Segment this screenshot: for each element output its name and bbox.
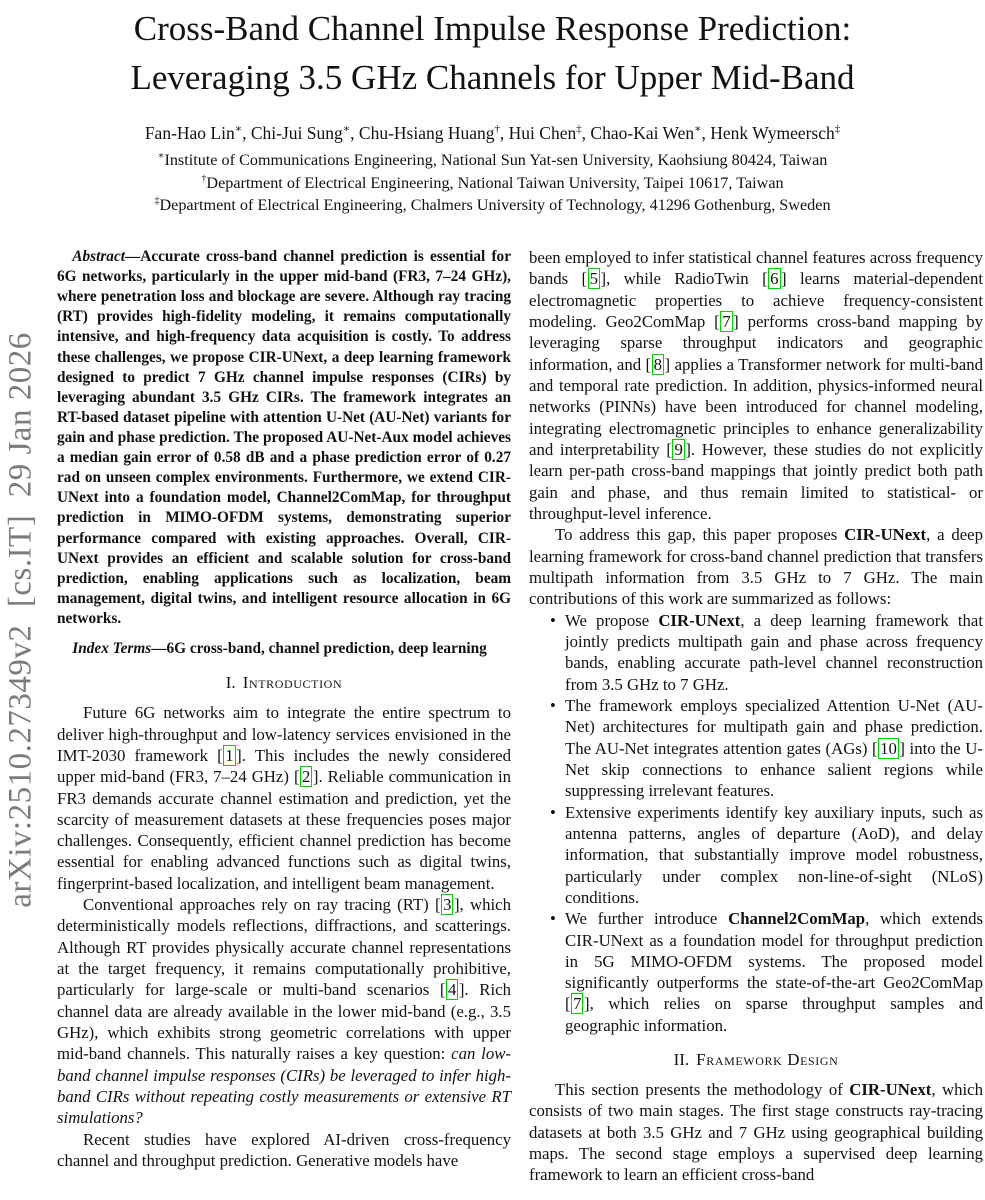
citation-link[interactable]: 10 (880, 738, 897, 758)
text-run: This section presents the methodology of (555, 1080, 850, 1100)
intro-paragraph-2 (57, 894, 511, 1129)
author-affiliation-mark: † (494, 123, 500, 136)
framework-paragraph-1 (529, 1079, 983, 1186)
citation-link[interactable]: 5 (589, 269, 599, 289)
text-run: Index Terms (72, 640, 152, 658)
affiliation-line-3 (0, 194, 985, 217)
text-run: CIR-UNext (844, 525, 927, 545)
author-affiliation-mark: ‡ (576, 123, 582, 136)
affiliation-line-1 (0, 149, 985, 172)
text-run: Future 6G networks aim to integrate the entire spectrum to deliver high-throughput and low-latency services envisioned in the IMT-2030 framework [ (57, 703, 511, 765)
contributions-lead-paragraph (529, 524, 983, 609)
bullet-icon: • (550, 802, 556, 822)
text-run: ]. This includes the newly considered upper mid-band (FR3, 7–24 GHz) [ (57, 745, 511, 787)
text-run: Department of Electrical Engineering, Chalmers University of Technology, 41296 Gothenburg, Sweden (159, 196, 831, 215)
paper-title-line-1: Cross-Band Channel Impulse Response Prediction: (133, 9, 852, 48)
author-affiliation-mark: ∗ (694, 123, 702, 136)
author-affiliation-mark: † (201, 173, 207, 185)
intro-paragraph-3-continuation (529, 247, 983, 524)
text-run: CIR-UNext (658, 610, 741, 630)
text-run: ] applies a Transformer network for multi-band and temporal rate prediction. In addition, physics-informed neural networks (PINNs) have been introduced for channel modeling, integrating electromagnetic principles to enhance generalizability and interpretability [ (529, 354, 983, 459)
affiliation-line-2 (0, 172, 985, 195)
contribution-item-4 (529, 908, 983, 1036)
text-run: can low-band channel impulse responses (CIRs) be leveraged to infer high-band CIRs without repeating costly measurements or extensive RT simulations? (57, 1044, 511, 1128)
paper-title-line-2: Leveraging 3.5 GHz Channels for Upper Mid-Band (130, 58, 855, 97)
author-affiliation-mark: ‡ (154, 195, 160, 207)
text-run: Department of Electrical Engineering, National Taiwan University, Taipei 10617, Taiwan (206, 173, 784, 192)
section-title: Introduction (242, 673, 343, 693)
citation-link[interactable]: 7 (722, 311, 731, 331)
author-affiliation-mark: ∗ (157, 150, 165, 162)
text-run: , Chao-Kai Wen (581, 123, 695, 143)
author-affiliation-mark: ∗ (342, 123, 351, 136)
text-run: We propose (565, 610, 659, 630)
section-number: II. (673, 1050, 690, 1070)
author-affiliation-mark: ∗ (234, 123, 243, 136)
text-run: —Accurate cross-band channel prediction is essential for 6G networks, particularly in the upper mid-band (FR3, 7–24 GHz), where penetration loss and blockage are severe. Although ray tracing (RT) provides high-fidelity modeling, it remains computationally intensive, and high-frequency data acquisition is costly. To address these challenges, we propose CIR-UNext, a deep learning framework designed to predict 7 GHz channel impulse responses (CIRs) by leveraging abundant 3.5 GHz CIRs. The framework integrates an RT-based dataset pipeline with attention U-Net (AU-Net) variants for gain and phase prediction. The proposed AU-Net-Aux model achieves a median gain error of 0.58 dB and a phase prediction error of 0.27 rad on unseen complex environments. Furthermore, we extend CIR-UNext into a foundation model, Channel2ComMap, for throughput prediction in MIMO-OFDM systems, demonstrating superior performance compared with existing approaches. Overall, CIR-UNext provides an efficient and scalable solution for cross-band prediction, enabling applications such as localization, beam management, digital twins, and intelligent resource allocation in 6G networks. (57, 248, 511, 627)
text-run: ]. Reliable communication in FR3 demands accurate channel estimation and prediction, yet the scarcity of measurement datasets at these frequencies poses major challenges. Consequently, efficient channel prediction has become essential for enabling advanced functions such as digital twins, fingerprint-based localization, and intelligent beam management. (57, 767, 511, 893)
bullet-icon: • (550, 610, 556, 630)
authors-line (0, 123, 985, 144)
text-run: To address this gap, this paper proposes (555, 525, 845, 545)
intro-paragraph-3 (57, 1129, 511, 1172)
section-number: I. (225, 673, 236, 693)
text-run: CIR-UNext (849, 1080, 932, 1100)
text-run: , a deep learning framework that jointly predicts multipath gain and phase across frequency bands, enabling accurate path-level channel reconstruction from 3.5 GHz to 7 GHz. (565, 610, 983, 694)
citation-link[interactable]: 2 (302, 767, 311, 787)
section-heading-introduction (57, 673, 511, 693)
contribution-item-2 (529, 695, 983, 802)
contribution-item-1 (529, 610, 983, 695)
arxiv-watermark: arXiv:2510.27349v2 [cs.IT] 29 Jan 2026 (2, 332, 39, 908)
citation-link[interactable]: 7 (573, 994, 582, 1014)
citation-link[interactable]: 6 (770, 269, 779, 289)
intro-paragraph-1 (57, 702, 511, 894)
text-run: ], which relies on sparse throughput samples and geographic information. (565, 994, 983, 1035)
contribution-item-3 (529, 802, 983, 909)
text-run: Institute of Communications Engineering, National Sun Yat-sen University, Kaohsiung 80424, Taiwan (164, 151, 828, 169)
citation-link[interactable]: 3 (443, 895, 452, 915)
affiliations-block (0, 149, 985, 217)
author-affiliation-mark: ‡ (834, 123, 841, 136)
text-run: been employed to infer statistical channel features across frequency bands [ (529, 248, 983, 289)
text-run: , Chu-Hsiang Huang (350, 123, 495, 143)
text-run: —6G cross-band, channel prediction, deep learning (151, 640, 487, 658)
citation-link[interactable]: 9 (674, 439, 683, 459)
text-run: , which consists of two main stages. The first stage constructs ray-tracing datasets at both 3.5 GHz and 7 GHz using geographical building maps. The second stage employs a supervised deep learning framework to learn an efficient cross-band (529, 1080, 983, 1185)
contribution-text (565, 802, 983, 909)
text-run: ] performs cross-band mapping by leveraging sparse throughput indicators and geographic information, and [ (529, 311, 984, 374)
text-run: Abstract (72, 248, 125, 265)
citation-link[interactable]: 8 (653, 354, 663, 374)
contribution-text (565, 695, 983, 802)
text-run: , a deep learning framework for cross-band channel prediction that transfers multipath information from 3.5 GHz to 7 GHz. The main contributions of this work are summarized as follows: (529, 525, 983, 609)
text-run: ] into the U-Net skip connections to enhance salient regions while suppressing irrelevant features. (565, 738, 983, 801)
abstract-paragraph (57, 247, 511, 629)
text-run: ]. However, these studies do not explicitly learn per-path cross-band mappings that jointly predict both path gain and phase, and thus remain limited to statistical- or throughput-level inference. (529, 439, 983, 523)
text-run: We further introduce (565, 909, 729, 929)
text-run: , Hui Chen (499, 123, 577, 143)
text-run: , which extends CIR-UNext as a foundation model for throughput prediction in 5G MIMO-OFDM systems. The proposed model significantly outperforms the state-of-the-art Geo2ComMap [ (565, 909, 984, 1014)
title-block (0, 4, 985, 217)
section-title: Framework Design (696, 1050, 839, 1070)
citation-link[interactable]: 1 (225, 745, 234, 765)
text-run: , Chi-Jui Sung (242, 123, 343, 143)
text-run: ] learns material-dependent electromagnetic properties to achieve frequency-consistent modeling. Geo2ComMap [ (529, 269, 983, 331)
bullet-icon: • (550, 909, 556, 929)
contribution-text (565, 610, 983, 695)
text-run: The framework employs specialized Attention U-Net (AU-Net) architectures for multipath gain and phase prediction. The AU-Net integrates attention gates (AGs) [ (565, 695, 983, 758)
citation-link[interactable]: 4 (448, 980, 457, 1000)
left-column (57, 247, 511, 1186)
text-run: Recent studies have explored AI-driven cross-frequency channel and throughput prediction. Generative models have (57, 1129, 511, 1171)
text-run: Fan-Hao Lin (144, 123, 235, 143)
text-run: , Henk Wymeersch (701, 123, 835, 143)
section-heading-framework-design (529, 1050, 983, 1070)
text-run: ], which deterministically models reflections, diffractions, and scatterings. Although RT provides physically accurate channel representations at the target frequency, it remains computationally prohibitive, particularly for large-scale or multi-band scenarios [ (57, 895, 511, 1000)
text-run: ]. Rich channel data are already available in the lower mid-band (e.g., 3.5 GHz), which exhibits strong geometric correlations with upper mid-band channels. This naturally raises a key question: (57, 980, 511, 1064)
contributions-list (529, 610, 983, 1037)
text-run: ], while RadioTwin [ (600, 269, 768, 289)
text-run: Channel2ComMap (728, 909, 866, 929)
contribution-text (565, 908, 983, 1036)
two-column-body (57, 247, 983, 1186)
paper-title (0, 4, 985, 102)
bullet-icon: • (550, 695, 556, 715)
text-run: Conventional approaches rely on ray tracing (RT) [ (83, 895, 441, 915)
text-run: Extensive experiments identify key auxiliary inputs, such as antenna patterns, angles of departure (AoD), and delay information, that substantially improve model robustness, particularly under complex non-line-of-sight (NLoS) conditions. (565, 802, 983, 907)
right-column (529, 247, 983, 1186)
index-terms-paragraph (57, 639, 511, 659)
